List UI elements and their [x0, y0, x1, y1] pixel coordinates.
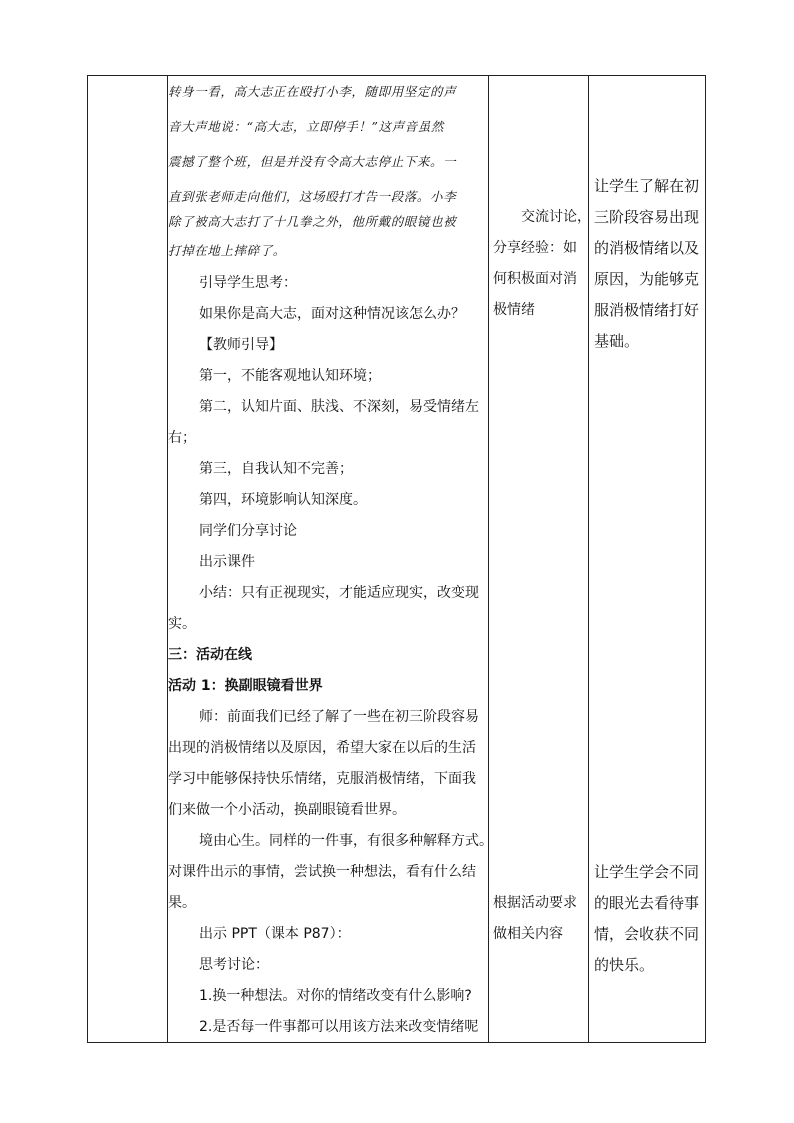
design-intent-line: 原因，为能够克: [594, 270, 700, 288]
design-intent-line: 服消极情绪打好: [594, 301, 700, 319]
teacher-text: 师：前面我们已经了解了一些在初三阶段容易: [199, 709, 479, 725]
story-line: 直到张老师走向他们，这场殴打才告一段落。小李: [168, 189, 457, 204]
share-text: 同学们分享讨论: [199, 523, 297, 539]
column-divider-2: [488, 76, 489, 1042]
lesson-table: [87, 75, 706, 1043]
ppt-text: 出示 PPT（课本 P87）：: [199, 926, 351, 942]
design-intent-line: 让学生了解在初: [594, 177, 700, 195]
story-line: 打掉在地上摔碎了。: [168, 243, 286, 258]
point-3: 第三，自我认知不完善；: [199, 461, 353, 477]
student-activity-line: 做相关内容: [493, 926, 563, 942]
teacher-text-cont: 们来做一个小活动，换副眼镜看世界。: [168, 802, 406, 818]
design-intent-line: 的快乐。: [594, 956, 655, 974]
story-line: 转身一看，高大志正在殴打小李，随即用坚定的声: [168, 84, 457, 99]
design-intent-line: 的眼光去看待事: [594, 894, 700, 912]
courseware-text: 出示课件: [199, 554, 255, 570]
question-2: 2.是否每一件事都可以用该方法来改变情绪呢: [199, 1019, 479, 1035]
env-text-cont: 对课件出示的事情，尝试换一种想法，看有什么结: [168, 864, 476, 880]
student-activity-line: 根据活动要求: [493, 895, 577, 911]
teacher-text-cont: 学习中能够保持快乐情绪，克服消极情绪，下面我: [168, 771, 476, 787]
teacher-text-cont: 出现的消极情绪以及原因，希望大家在以后的生活: [168, 740, 476, 756]
story-line: 音大声地说：“高大志，立即停手！”这声音虽然: [168, 119, 444, 134]
story-line: 除了被高大志打了十几拳之外，他所戴的眼镜也被: [168, 214, 457, 229]
env-text-cont: 果。: [168, 895, 196, 911]
question-text: 如果你是高大志，面对这种情况该怎么办？: [199, 306, 465, 322]
student-activity-line: 何积极面对消: [493, 271, 577, 287]
design-intent-line: 基础。: [594, 332, 640, 350]
student-activity-line: 极情绪: [493, 302, 535, 318]
question-1: 1.换一种想法。对你的情绪改变有什么影响?: [199, 988, 472, 1004]
summary-cont: 实。: [168, 616, 196, 632]
design-intent-line: 三阶段容易出现: [594, 208, 700, 226]
summary-text: 小结：只有正视现实，才能适应现实，改变现: [199, 585, 479, 601]
point-2-cont: 右；: [168, 430, 196, 446]
design-intent-line: 让学生学会不同: [594, 863, 700, 881]
point-4: 第四，环境影响认知深度。: [199, 492, 367, 508]
student-activity-line: 分享经验：如: [493, 240, 577, 256]
student-activity-line: 交流讨论，: [521, 209, 591, 225]
activity-heading: 活动 1：换副眼镜看世界: [168, 678, 323, 694]
teacher-guide-heading: 【教师引导】: [199, 337, 283, 353]
discuss-text: 思考讨论：: [199, 957, 269, 973]
point-2: 第二，认知片面、肤浅、不深刻，易受情绪左: [199, 399, 479, 415]
story-line: 震撼了整个班，但是并没有令高大志停止下来。一: [168, 154, 457, 169]
point-1: 第一，不能客观地认知环境；: [199, 368, 381, 384]
env-text: 境由心生。同样的一件事，有很多种解释方式。: [199, 833, 493, 849]
section-heading: 三：活动在线: [168, 647, 252, 663]
design-intent-line: 情，会收获不同: [594, 925, 700, 943]
guide-think: 引导学生思考：: [199, 275, 297, 291]
design-intent-line: 的消极情绪以及: [594, 239, 700, 257]
